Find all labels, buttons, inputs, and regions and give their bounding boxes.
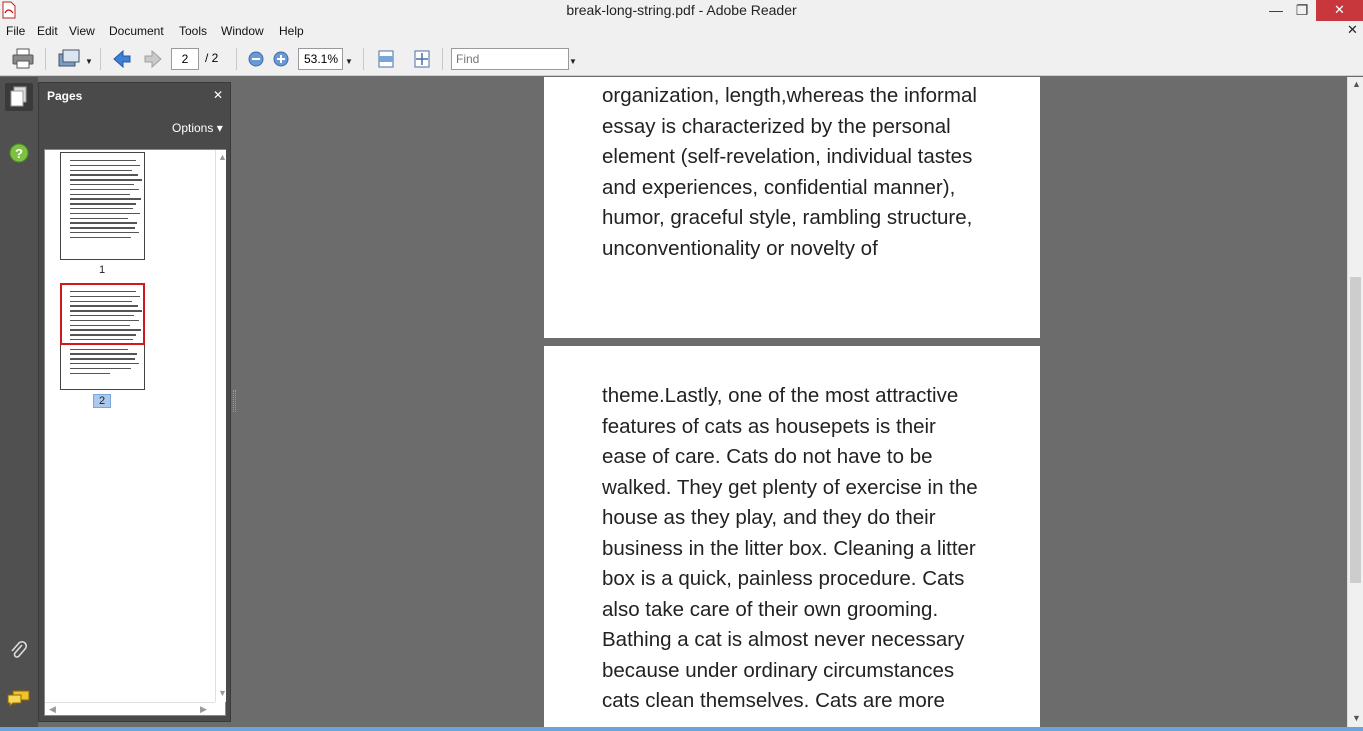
text-line: organization, length,whereas the informal bbox=[602, 84, 977, 107]
toolbar-separator bbox=[236, 48, 237, 70]
document-page-1 bbox=[544, 77, 1040, 338]
document-vertical-scrollbar[interactable] bbox=[1347, 77, 1363, 727]
fit-width-icon bbox=[376, 49, 396, 69]
zoom-out-icon bbox=[248, 51, 264, 67]
thumbnail-text-line bbox=[70, 184, 134, 185]
pages-options-button[interactable]: Options ▾ bbox=[172, 121, 223, 135]
text-line: humor, graceful style, rambling structure, bbox=[602, 206, 973, 229]
menu-edit[interactable]: Edit bbox=[37, 24, 58, 38]
page-2-text bbox=[602, 381, 1002, 717]
find-dropdown-arrow-icon[interactable]: ▼ bbox=[569, 57, 577, 66]
fit-width-button[interactable] bbox=[373, 41, 399, 76]
toolbar-separator bbox=[442, 48, 443, 70]
thumbnail-text-line bbox=[70, 237, 131, 238]
attachments-button[interactable] bbox=[5, 637, 33, 665]
text-line: and experiences, confidential manner), bbox=[602, 175, 956, 199]
menu-file[interactable]: File bbox=[6, 24, 26, 38]
thumbnail-list bbox=[44, 149, 226, 716]
toolbar-separator bbox=[100, 48, 101, 70]
thumbnail-text-line bbox=[70, 353, 137, 354]
thumbnail-text-line bbox=[70, 160, 136, 161]
help-button[interactable] bbox=[5, 139, 33, 167]
close-document-button[interactable]: ✕ bbox=[1347, 22, 1358, 37]
thumbnail-text-line bbox=[70, 349, 128, 350]
thumbnail-text-line bbox=[70, 368, 131, 369]
text-line: also take care of their own grooming. bbox=[602, 597, 939, 621]
thumbnail-horizontal-scrollbar[interactable] bbox=[45, 702, 215, 715]
taskbar-edge bbox=[0, 727, 1363, 731]
comments-button[interactable] bbox=[5, 685, 33, 713]
scroll-left-arrow-icon[interactable]: ◀ bbox=[49, 704, 56, 714]
window-title: break-long-string.pdf - Adobe Reader bbox=[566, 2, 797, 18]
zoom-in-icon bbox=[273, 51, 289, 67]
print-icon bbox=[11, 48, 35, 70]
thumbnail-text-line bbox=[70, 363, 139, 364]
thumbnail-text-line bbox=[70, 213, 140, 214]
thumbnail-text-line bbox=[70, 373, 110, 374]
text-line: house as they play, and they do their bbox=[602, 506, 936, 529]
scroll-up-arrow-icon[interactable]: ▲ bbox=[1352, 79, 1361, 89]
navigation-rail bbox=[0, 77, 38, 727]
document-view[interactable] bbox=[236, 77, 1346, 727]
maximize-button[interactable]: ❐ bbox=[1295, 2, 1309, 18]
menu-bar bbox=[0, 21, 1363, 41]
thumbnail-text-line bbox=[70, 170, 132, 171]
svg-text:?: ? bbox=[15, 146, 23, 161]
thumbnail-text-line bbox=[70, 203, 136, 204]
thumbnail-text-line bbox=[70, 218, 128, 219]
thumbnail-text-line bbox=[70, 194, 130, 195]
thumbnail-text-line bbox=[70, 198, 141, 199]
scroll-up-arrow-icon[interactable]: ▲ bbox=[218, 152, 227, 162]
comments-icon bbox=[7, 689, 31, 709]
print-button[interactable] bbox=[8, 41, 38, 76]
scrollbar-thumb[interactable] bbox=[1350, 277, 1361, 583]
share-dropdown-arrow-icon[interactable]: ▼ bbox=[85, 57, 93, 66]
scroll-right-arrow-icon[interactable]: ▶ bbox=[200, 704, 207, 714]
text-line: element (self-revelation, individual tastes bbox=[602, 145, 973, 168]
find-input[interactable]: Find bbox=[451, 48, 569, 70]
fit-page-icon bbox=[412, 49, 432, 69]
zoom-dropdown-arrow-icon[interactable]: ▼ bbox=[345, 57, 353, 66]
minimize-button[interactable]: — bbox=[1269, 2, 1283, 18]
thumbnail-text-line bbox=[70, 208, 133, 209]
close-pages-panel-button[interactable]: ✕ bbox=[213, 88, 224, 102]
visible-area-highlight[interactable] bbox=[60, 283, 145, 345]
pages-icon bbox=[9, 86, 29, 108]
text-line: business in the litter box. Cleaning a litter bbox=[602, 536, 976, 560]
page-total-label: / 2 bbox=[205, 51, 219, 65]
fit-page-button[interactable] bbox=[409, 41, 435, 76]
zoom-level-input[interactable]: 53.1% bbox=[298, 48, 343, 70]
thumbnail-text-line bbox=[70, 165, 140, 166]
thumbnail-text-line bbox=[70, 189, 139, 190]
thumbnail-text-line bbox=[70, 222, 137, 223]
page-thumbnail-1[interactable] bbox=[60, 152, 145, 260]
thumbnail-text-line bbox=[70, 174, 138, 175]
page-1-text bbox=[602, 81, 1002, 264]
close-window-button[interactable]: ✕ bbox=[1316, 0, 1363, 21]
toolbar-separator bbox=[45, 48, 46, 70]
title-bar bbox=[0, 0, 1363, 21]
thumbnail-label-2: 2 bbox=[93, 394, 111, 408]
toolbar bbox=[0, 41, 1363, 76]
toolbar-separator bbox=[363, 48, 364, 70]
thumbnail-text-line bbox=[70, 179, 142, 180]
text-line: walked. They get plenty of exercise in the bbox=[602, 475, 978, 499]
menu-document[interactable]: Document bbox=[109, 24, 164, 38]
text-line: features of cats as housepets is their bbox=[602, 414, 936, 438]
paperclip-icon bbox=[9, 640, 29, 662]
page-number-input[interactable]: 2 bbox=[171, 48, 199, 70]
next-page-icon bbox=[143, 49, 163, 69]
scroll-down-arrow-icon[interactable]: ▼ bbox=[1352, 713, 1361, 723]
share-icon bbox=[56, 48, 82, 70]
pages-panel-button[interactable] bbox=[5, 83, 33, 111]
text-line: box is a quick, painless procedure. Cats bbox=[602, 567, 965, 590]
text-line: ease of care. Cats do not have to be bbox=[602, 445, 933, 468]
menu-view[interactable]: View bbox=[69, 24, 95, 38]
text-line: because under ordinary circumstances bbox=[602, 658, 955, 682]
menu-tools[interactable]: Tools bbox=[179, 24, 208, 38]
text-line: theme.Lastly, one of the most attractive bbox=[602, 384, 959, 407]
share-button[interactable] bbox=[54, 41, 84, 76]
thumbnail-text-line bbox=[70, 358, 135, 359]
scroll-down-arrow-icon[interactable]: ▼ bbox=[218, 688, 227, 698]
zoom-out-button[interactable] bbox=[246, 41, 266, 76]
thumbnail-text-line bbox=[70, 232, 139, 233]
pages-panel-title: Pages bbox=[47, 89, 83, 103]
previous-page-button[interactable] bbox=[109, 41, 135, 76]
pages-panel bbox=[38, 82, 231, 722]
zoom-in-button[interactable] bbox=[271, 41, 291, 76]
thumbnail-text-line bbox=[70, 227, 135, 228]
help-icon bbox=[9, 143, 29, 163]
text-line: essay is characterized by the personal bbox=[602, 114, 951, 138]
previous-page-icon bbox=[112, 49, 132, 69]
thumbnail-vertical-scrollbar[interactable] bbox=[215, 150, 226, 702]
menu-window[interactable]: Window bbox=[221, 24, 264, 38]
thumbnail-label-1: 1 bbox=[99, 264, 106, 276]
next-page-button[interactable] bbox=[140, 41, 166, 76]
document-page-2 bbox=[544, 346, 1040, 727]
text-line: cats clean themselves. Cats are more bbox=[602, 689, 945, 712]
menu-help[interactable]: Help bbox=[279, 24, 304, 38]
text-line: Bathing a cat is almost never necessary bbox=[602, 628, 965, 651]
text-line: unconventionality or novelty of bbox=[602, 236, 878, 260]
